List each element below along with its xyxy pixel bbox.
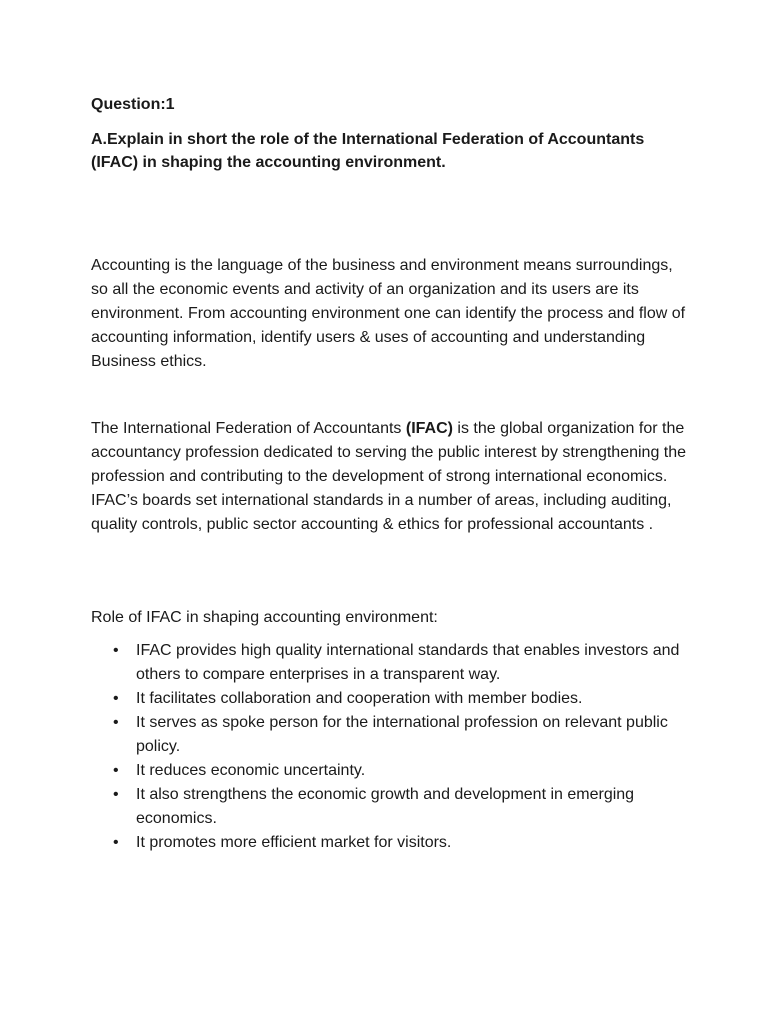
question-label: Question:1 <box>91 96 175 113</box>
role-heading: Role of IFAC in shaping accounting environment: <box>91 609 438 626</box>
bullet-icon: • <box>113 834 119 851</box>
list-item-text: It also strengthens the economic growth and development in emerging economics. <box>136 786 635 827</box>
bullet-icon: • <box>113 762 119 779</box>
list-item <box>91 687 691 711</box>
ifac-paragraph-suffix: is the global organization for the accountancy profession dedicated to serving the public interest by strengthening the profession and contributing to the development of strong international economics. IFAC’s boards set international standards in a number of areas, including auditing, quality controls, public sector accounting & ethics for professional accountants . <box>91 420 687 533</box>
bullet-icon: • <box>113 690 119 707</box>
question-text: A.Explain in short the role of the International Federation of Accountants (IFAC) in shaping the accounting environment. <box>91 131 645 171</box>
list-item-text: It reduces economic uncertainty. <box>136 762 366 779</box>
role-list <box>91 639 691 855</box>
ifac-paragraph-prefix: The International Federation of Accountants <box>91 420 406 437</box>
list-item-text: It promotes more efficient market for visitors. <box>136 834 452 851</box>
list-item <box>91 639 691 687</box>
list-item <box>91 783 691 831</box>
list-item-text: It serves as spoke person for the international profession on relevant public policy. <box>136 714 668 755</box>
list-item-text: IFAC provides high quality international standards that enables investors and others to compare enterprises in a transparent way. <box>136 642 680 683</box>
list-item <box>91 759 691 783</box>
ifac-acronym: (IFAC) <box>405 420 453 437</box>
bullet-icon: • <box>113 642 119 659</box>
list-item-text: It facilitates collaboration and cooperation with member bodies. <box>136 690 583 707</box>
list-item <box>91 831 691 855</box>
ifac-paragraph <box>91 417 691 537</box>
list-item <box>91 711 691 759</box>
bullet-icon: • <box>113 714 119 731</box>
intro-paragraph: Accounting is the language of the business and environment means surroundings, so all the economic events and activity of an organization and its users are its environment. From accounting environment one can identify the process and flow of accounting information, identify users & uses of accounting and understanding Business ethics. <box>91 257 686 370</box>
bullet-icon: • <box>113 786 119 803</box>
